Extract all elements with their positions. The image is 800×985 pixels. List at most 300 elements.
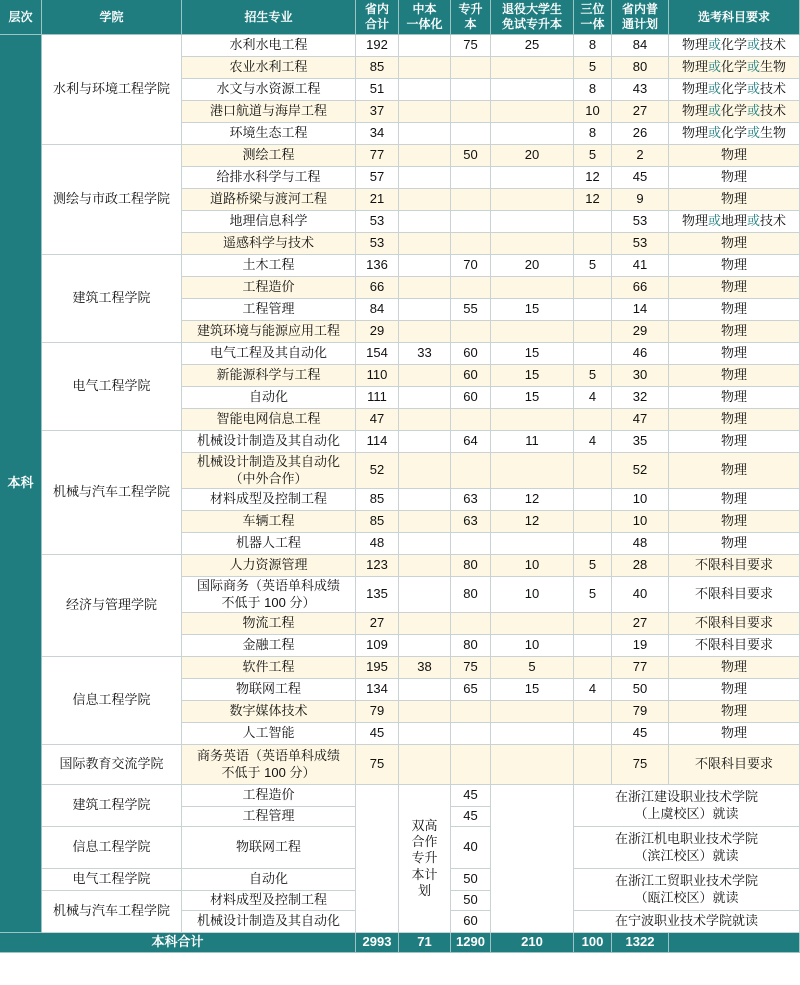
subject-item: 不限科目要求 [694, 586, 773, 602]
general-plan-value: 9 [612, 189, 669, 211]
sanwei-value: 8 [574, 123, 612, 145]
zhongben-value [399, 701, 451, 723]
veteran-value: 12 [491, 489, 574, 511]
veteran-value [491, 701, 574, 723]
zhuanshengben-value [451, 233, 491, 255]
veteran-value: 10 [491, 555, 574, 577]
header-zhuanshengben: 专升 本 [451, 0, 491, 35]
college-name: 电气工程学院 [42, 869, 182, 891]
joint-major-name: 工程造价 [182, 785, 356, 807]
major-name: 软件工程 [182, 657, 356, 679]
sanwei-value [574, 489, 612, 511]
or-conjunction: 或 [747, 59, 761, 75]
sanwei-value [574, 277, 612, 299]
zhuanshengben-value: 75 [451, 35, 491, 57]
joint-provincial-blank [356, 785, 399, 933]
sanwei-value [574, 657, 612, 679]
subject-requirement [669, 189, 800, 211]
provincial-total: 77 [356, 145, 399, 167]
zhongben-value [399, 35, 451, 57]
sanwei-value [574, 299, 612, 321]
subject-item: 物理 [681, 81, 708, 97]
joint-zhuanshengben-value: 45 [451, 807, 491, 827]
veteran-value [491, 723, 574, 745]
provincial-total: 34 [356, 123, 399, 145]
provincial-total: 27 [356, 613, 399, 635]
provincial-total: 47 [356, 409, 399, 431]
provincial-total: 53 [356, 211, 399, 233]
joint-major-name: 物联网工程 [182, 827, 356, 869]
general-plan-value: 50 [612, 679, 669, 701]
subject-requirement [669, 745, 800, 785]
zhuanshengben-value [451, 79, 491, 101]
subject-item: 化学 [720, 59, 747, 75]
zhongben-total: 71 [399, 933, 451, 953]
zhuanshengben-value: 70 [451, 255, 491, 277]
subject-item: 物理 [720, 681, 747, 697]
subject-item: 物理 [720, 462, 747, 478]
subject-item: 不限科目要求 [694, 557, 773, 573]
college-name: 建筑工程学院 [42, 255, 182, 343]
sanwei-value [574, 453, 612, 489]
major-name: 水利水电工程 [182, 35, 356, 57]
subject-requirement [669, 409, 800, 431]
major-name: 地理信息科学 [182, 211, 356, 233]
zhongben-value [399, 255, 451, 277]
footer-blank [669, 933, 800, 953]
veteran-value: 20 [491, 255, 574, 277]
zhongben-value [399, 211, 451, 233]
subject-requirement [669, 431, 800, 453]
provincial-total: 66 [356, 277, 399, 299]
provincial-total: 37 [356, 101, 399, 123]
college-name: 机械与汽车工程学院 [42, 891, 182, 933]
general-plan-value: 27 [612, 613, 669, 635]
subject-requirement [669, 701, 800, 723]
provincial-total: 154 [356, 343, 399, 365]
general-plan-value: 66 [612, 277, 669, 299]
provincial-total: 48 [356, 533, 399, 555]
or-conjunction: 或 [747, 213, 761, 229]
subject-item: 地理 [720, 213, 747, 229]
major-name: 人力资源管理 [182, 555, 356, 577]
general-plan-value: 29 [612, 321, 669, 343]
subject-requirement [669, 343, 800, 365]
zhuanshengben-value [451, 701, 491, 723]
sanwei-value: 4 [574, 431, 612, 453]
college-name: 经济与管理学院 [42, 555, 182, 657]
subject-item: 物理 [720, 433, 747, 449]
zhuanshengben-value [451, 211, 491, 233]
zhongben-value [399, 321, 451, 343]
major-name: 商务英语（英语单科成绩 不低于 100 分） [182, 745, 356, 785]
college-name: 测绘与市政工程学院 [42, 145, 182, 255]
zhongben-value [399, 57, 451, 79]
subject-requirement [669, 123, 800, 145]
zhuanshengben-value: 60 [451, 387, 491, 409]
joint-major-name: 机械设计制造及其自动化 [182, 911, 356, 933]
provincial-total: 85 [356, 511, 399, 533]
joint-major-name: 工程管理 [182, 807, 356, 827]
sanwei-value: 4 [574, 679, 612, 701]
zhuanshengben-value [451, 723, 491, 745]
major-name: 自动化 [182, 387, 356, 409]
zhongben-value [399, 189, 451, 211]
zhongben-value [399, 745, 451, 785]
subject-item: 物理 [720, 703, 747, 719]
major-name: 工程造价 [182, 277, 356, 299]
subject-requirement [669, 613, 800, 635]
zhuanshengben-value: 60 [451, 365, 491, 387]
sanwei-value: 8 [574, 79, 612, 101]
subject-item: 物理 [720, 411, 747, 427]
major-name: 车辆工程 [182, 511, 356, 533]
or-conjunction: 或 [707, 103, 721, 119]
general-plan-value: 47 [612, 409, 669, 431]
sanwei-value: 12 [574, 189, 612, 211]
general-plan-value: 26 [612, 123, 669, 145]
veteran-value [491, 533, 574, 555]
header-level: 层次 [0, 0, 42, 35]
header-subject-req: 选考科目要求 [669, 0, 800, 35]
or-conjunction: 或 [707, 125, 721, 141]
zhongben-value [399, 489, 451, 511]
zhuanshengben-value: 55 [451, 299, 491, 321]
subject-requirement [669, 211, 800, 233]
veteran-value [491, 167, 574, 189]
subject-requirement [669, 79, 800, 101]
sanwei-value [574, 409, 612, 431]
general-plan-value: 46 [612, 343, 669, 365]
major-name: 测绘工程 [182, 145, 356, 167]
joint-veteran-blank [491, 785, 574, 933]
provincial-total: 21 [356, 189, 399, 211]
veteran-value: 15 [491, 387, 574, 409]
or-conjunction: 或 [707, 59, 721, 75]
header-major: 招生专业 [182, 0, 356, 35]
major-name: 电气工程及其自动化 [182, 343, 356, 365]
zhuanshengben-value [451, 409, 491, 431]
major-name: 道路桥梁与渡河工程 [182, 189, 356, 211]
major-name: 机械设计制造及其自动化 [182, 431, 356, 453]
veteran-value: 10 [491, 577, 574, 613]
subject-requirement [669, 167, 800, 189]
subject-item: 技术 [760, 213, 787, 229]
major-name: 国际商务（英语单科成绩 不低于 100 分） [182, 577, 356, 613]
provincial-total: 57 [356, 167, 399, 189]
general-plan-value: 14 [612, 299, 669, 321]
college-name: 建筑工程学院 [42, 785, 182, 827]
veteran-value [491, 211, 574, 233]
major-name: 智能电网信息工程 [182, 409, 356, 431]
zhongben-value [399, 387, 451, 409]
subject-item: 不限科目要求 [694, 637, 773, 653]
subject-item: 物理 [720, 513, 747, 529]
college-name: 水利与环境工程学院 [42, 35, 182, 145]
zhuanshengben-value: 80 [451, 555, 491, 577]
general-plan-value: 75 [612, 745, 669, 785]
level-label: 本科 [0, 35, 42, 933]
study-location: 在浙江工贸职业技术学院 （瓯江校区）就读 [574, 869, 800, 911]
veteran-value [491, 745, 574, 785]
veteran-value [491, 321, 574, 343]
zhongben-value [399, 409, 451, 431]
provincial-total: 29 [356, 321, 399, 343]
major-name: 金融工程 [182, 635, 356, 657]
subject-requirement [669, 145, 800, 167]
subject-item: 物理 [720, 301, 747, 317]
subject-requirement [669, 657, 800, 679]
subject-item: 不限科目要求 [694, 756, 773, 772]
general-plan-value: 84 [612, 35, 669, 57]
subject-requirement [669, 453, 800, 489]
subject-item: 化学 [720, 103, 747, 119]
subject-requirement [669, 101, 800, 123]
provincial-total: 134 [356, 679, 399, 701]
zhongben-value [399, 365, 451, 387]
general-plan-value: 10 [612, 489, 669, 511]
veteran-value: 25 [491, 35, 574, 57]
joint-zhuanshengben-value: 60 [451, 911, 491, 933]
veteran-value [491, 79, 574, 101]
or-conjunction: 或 [707, 213, 721, 229]
general-plan-value: 52 [612, 453, 669, 489]
major-name: 环境生态工程 [182, 123, 356, 145]
subject-requirement [669, 533, 800, 555]
general-plan-value: 80 [612, 57, 669, 79]
header-general-plan: 省内普 通计划 [612, 0, 669, 35]
sanwei-value: 5 [574, 577, 612, 613]
subject-item: 化学 [720, 125, 747, 141]
major-name: 农业水利工程 [182, 57, 356, 79]
subject-requirement [669, 577, 800, 613]
provincial-total: 84 [356, 299, 399, 321]
zhuanshengben-value: 64 [451, 431, 491, 453]
zhuanshengben-value [451, 613, 491, 635]
zhuanshengben-value: 80 [451, 577, 491, 613]
veteran-value: 10 [491, 635, 574, 657]
veteran-value [491, 453, 574, 489]
general-plan-value: 79 [612, 701, 669, 723]
subject-item: 物理 [681, 213, 708, 229]
sanwei-value [574, 723, 612, 745]
veteran-value [491, 101, 574, 123]
major-name: 给排水科学与工程 [182, 167, 356, 189]
zhongben-value [399, 123, 451, 145]
subject-requirement [669, 679, 800, 701]
provincial-total: 195 [356, 657, 399, 679]
sanwei-value [574, 511, 612, 533]
sanwei-value [574, 701, 612, 723]
provincial-total: 51 [356, 79, 399, 101]
major-name: 工程管理 [182, 299, 356, 321]
zhongben-value [399, 233, 451, 255]
general-plan-value: 45 [612, 167, 669, 189]
joint-zhuanshengben-value: 40 [451, 827, 491, 869]
sanwei-value [574, 233, 612, 255]
sanwei-value: 5 [574, 57, 612, 79]
general-plan-value: 41 [612, 255, 669, 277]
provincial-total: 111 [356, 387, 399, 409]
general-plan-value: 32 [612, 387, 669, 409]
major-name: 港口航道与海岸工程 [182, 101, 356, 123]
joint-major-name: 自动化 [182, 869, 356, 891]
major-name: 物流工程 [182, 613, 356, 635]
zhongben-value [399, 277, 451, 299]
subject-requirement [669, 277, 800, 299]
provincial-total: 109 [356, 635, 399, 657]
study-location: 在浙江机电职业技术学院 （滨江校区）就读 [574, 827, 800, 869]
joint-zhuanshengben-value: 50 [451, 891, 491, 911]
sanwei-value [574, 533, 612, 555]
major-name: 新能源科学与工程 [182, 365, 356, 387]
provincial-total: 52 [356, 453, 399, 489]
joint-zhuanshengben-value: 45 [451, 785, 491, 807]
sanwei-value: 10 [574, 101, 612, 123]
general-plan-value: 43 [612, 79, 669, 101]
or-conjunction: 或 [747, 81, 761, 97]
sanwei-value: 5 [574, 365, 612, 387]
zhongben-value: 33 [399, 343, 451, 365]
sanwei-value: 5 [574, 145, 612, 167]
veteran-total: 210 [491, 933, 574, 953]
subject-item: 物理 [720, 491, 747, 507]
zhongben-value: 38 [399, 657, 451, 679]
sanwei-value: 4 [574, 387, 612, 409]
major-name: 土木工程 [182, 255, 356, 277]
zhongben-value [399, 723, 451, 745]
subject-requirement [669, 365, 800, 387]
study-location: 在宁波职业技术学院就读 [574, 911, 800, 933]
subject-requirement [669, 489, 800, 511]
joint-plan-label: 双高 合作 专升 本计 划 [399, 785, 451, 933]
subject-item: 技术 [760, 37, 787, 53]
subject-requirement [669, 255, 800, 277]
total-label: 本科合计 [0, 933, 356, 953]
zhuanshengben-value [451, 453, 491, 489]
veteran-value [491, 409, 574, 431]
zhongben-value [399, 101, 451, 123]
subject-item: 物理 [720, 345, 747, 361]
subject-item: 生物 [760, 59, 787, 75]
veteran-value [491, 277, 574, 299]
general-plan-value: 77 [612, 657, 669, 679]
provincial-total: 135 [356, 577, 399, 613]
veteran-value [491, 57, 574, 79]
general-plan-value: 35 [612, 431, 669, 453]
zhongben-value [399, 453, 451, 489]
zhongben-value [399, 167, 451, 189]
subject-requirement [669, 233, 800, 255]
subject-requirement [669, 321, 800, 343]
or-conjunction: 或 [707, 37, 721, 53]
sanwei-total: 100 [574, 933, 612, 953]
sanwei-value [574, 211, 612, 233]
zhuanshengben-value [451, 101, 491, 123]
zhuanshengben-value [451, 189, 491, 211]
subject-item: 物理 [720, 235, 747, 251]
general-plan-value: 28 [612, 555, 669, 577]
general-plan-value: 48 [612, 533, 669, 555]
subject-requirement [669, 299, 800, 321]
zhuanshengben-value: 63 [451, 489, 491, 511]
grand-total: 2993 [356, 933, 399, 953]
general-plan-value: 53 [612, 211, 669, 233]
sanwei-value: 5 [574, 555, 612, 577]
zhuanshengben-value [451, 745, 491, 785]
general-plan-value: 2 [612, 145, 669, 167]
or-conjunction: 或 [707, 81, 721, 97]
provincial-total: 114 [356, 431, 399, 453]
sanwei-value: 12 [574, 167, 612, 189]
zhuanshengben-value [451, 123, 491, 145]
subject-item: 物理 [720, 191, 747, 207]
provincial-total: 45 [356, 723, 399, 745]
general-plan-value: 27 [612, 101, 669, 123]
sanwei-value [574, 745, 612, 785]
subject-requirement [669, 35, 800, 57]
veteran-value: 15 [491, 343, 574, 365]
zhuanshengben-value: 60 [451, 343, 491, 365]
provincial-total: 192 [356, 35, 399, 57]
subject-item: 物理 [681, 125, 708, 141]
major-name: 材料成型及控制工程 [182, 489, 356, 511]
veteran-value [491, 233, 574, 255]
subject-requirement [669, 635, 800, 657]
provincial-total: 75 [356, 745, 399, 785]
joint-zhuanshengben-value: 50 [451, 869, 491, 891]
sanwei-value [574, 321, 612, 343]
zhuanshengben-value [451, 533, 491, 555]
sanwei-value [574, 343, 612, 365]
veteran-value [491, 123, 574, 145]
college-name: 国际教育交流学院 [42, 745, 182, 785]
provincial-total: 79 [356, 701, 399, 723]
zhongben-value [399, 613, 451, 635]
subject-requirement [669, 555, 800, 577]
college-name: 机械与汽车工程学院 [42, 431, 182, 555]
general-plan-value: 53 [612, 233, 669, 255]
general-plan-total: 1322 [612, 933, 669, 953]
major-name: 水文与水资源工程 [182, 79, 356, 101]
zhuanshengben-value [451, 321, 491, 343]
zhongben-value [399, 145, 451, 167]
zhuanshengben-value [451, 167, 491, 189]
zhongben-value [399, 511, 451, 533]
subject-item: 物理 [720, 169, 747, 185]
joint-major-name: 材料成型及控制工程 [182, 891, 356, 911]
subject-item: 物理 [681, 103, 708, 119]
zhuanshengben-value [451, 277, 491, 299]
college-name: 信息工程学院 [42, 657, 182, 745]
subject-item: 物理 [720, 659, 747, 675]
college-name: 信息工程学院 [42, 827, 182, 869]
subject-item: 物理 [720, 147, 747, 163]
subject-item: 物理 [720, 725, 747, 741]
veteran-value: 5 [491, 657, 574, 679]
major-name: 机器人工程 [182, 533, 356, 555]
veteran-value [491, 189, 574, 211]
subject-item: 物理 [720, 279, 747, 295]
subject-item: 技术 [760, 103, 787, 119]
major-name: 机械设计制造及其自动化 （中外合作） [182, 453, 356, 489]
major-name: 建筑环境与能源应用工程 [182, 321, 356, 343]
major-name: 数字媒体技术 [182, 701, 356, 723]
provincial-total: 53 [356, 233, 399, 255]
header-sanwei: 三位 一体 [574, 0, 612, 35]
study-location: 在浙江建设职业技术学院 （上虞校区）就读 [574, 785, 800, 827]
subject-item: 物理 [681, 37, 708, 53]
